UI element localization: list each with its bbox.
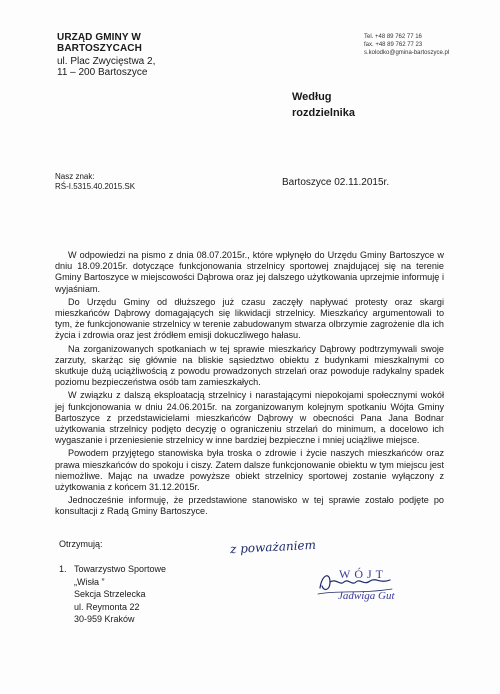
distribution-item-number: 1. [59, 564, 67, 574]
distribution-item [59, 563, 166, 576]
distribution-line2: „Wisła ” [74, 576, 105, 587]
body-paragraph-3: Na zorganizowanych spotkaniach w tej sprawie mieszkańcy Dąbrowy podtrzymywali swoje zarzuty, skarżąc się głównie na bliskie sąsiedztwo obiektu z budynkami mieszkalnymi co skutkuje dużą uciążliwością z powodu prowadzonych strzelań oraz powoduje radykalny spadek poziomu bezpieczeństwa osób tam zamieszkałych. [55, 343, 444, 388]
recipient-block [292, 89, 355, 121]
distribution-line5: 30-959 Kraków [74, 614, 135, 624]
reference-block [55, 172, 135, 192]
reference-label: Nasz znak: [55, 172, 95, 181]
letter-body [55, 250, 444, 520]
contact-email: s.kolodko@gmina-bartoszyce.pl [364, 50, 450, 56]
stamp-title: WÓJT [339, 567, 387, 581]
body-paragraph-2: Do Urzędu Gminy od dłuższego już czasu zaczęły napływać protesty oraz skargi mieszkańców Dąbrowy domagających się likwidacji strzelnicy. Mieszkańcy argumentowali to tym, że funkcjonowanie strzelnicy w terenie zabudowanym stwarza olbrzymie zagrożenie dla ich życia i zdrowia oraz jest źródłem emisji dokuczliwego hałasu. [55, 296, 444, 341]
reference-number: RŚ-I.5315.40.2015.SK [55, 182, 136, 191]
office-address-line2: 11 – 200 Bartoszyce [57, 67, 148, 78]
body-paragraph-6: Jednocześnie informuję, że przedstawione stanowisko w tej sprawie zostało podjęte po konsultacji z Radą Gminy Bartoszyce. [55, 495, 444, 517]
handwritten-greeting: z poważaniem [229, 537, 317, 557]
office-name-line2: BARTOSZYCACH [57, 43, 142, 54]
recipient-line1: Według [292, 91, 332, 103]
contact-phone: Tel. +48 89 762 77 16 [364, 34, 422, 40]
distribution-line4: ul. Reymonta 22 [74, 601, 140, 612]
office-address-line1: ul. Plac Zwycięstwa 2, [57, 56, 156, 67]
distribution-line3: Sekcja Strzelecka [74, 589, 146, 599]
contact-fax: fax. +48 89 762 77 23 [364, 42, 423, 48]
office-address [57, 56, 155, 78]
distribution-label: Otrzymują: [59, 539, 103, 549]
body-paragraph-4: W związku z dalszą eksploatacją strzelnicy i narastającymi niepokojami społecznymi wokół jej funkcjonowania w dniu 24.06.2015r. na zorganizowanym kolejnym spotkaniu Wójta Gminy Bartoszyce z przedstawicielami mieszkańców Dąbrowy w obecności Pana Jana Bodnar użytkowania strzelnicy podjęto decyzję o ograniczeniu strzelań do minimum, a docelowo ich wygaszanie i przeniesienie strzelnicy w inne bardziej bezpieczne i mniej uciążliwe miejsce. [55, 390, 444, 446]
stamp-name: Jadwiga Gut [338, 590, 395, 602]
body-paragraph-5: Powodem przyjętego stanowiska była troska o zdrowie i życie naszych mieszkańców oraz prawa mieszkańców do spokoju i ciszy. Zatem dalsze funkcjonowanie obiektu w tym miejscu jest niemożliwe. Mając na uwadze powyższe obiekt strzelnicy sportowej zostanie wyłączony z użytkowania z końcem 31.12.2015r. [55, 448, 444, 493]
office-name [57, 32, 142, 54]
distribution-line1: Towarzystwo Sportowe [74, 564, 167, 574]
body-paragraph-1: W odpowiedzi na pismo z dnia 08.07.2015r., które wpłynęło do Urzędu Gminy Bartoszyce w dniu 18.09.2015r. dotyczące funkcjonowania strzelnicy sportowej znajdującej się na terenie Gminy Bartoszyce w miejscowości Dąbrowa oraz jej dalszego użytkowania uprzejmie informuję i wyjaśniam. [55, 250, 444, 294]
recipient-line2: rozdzielnika [292, 107, 355, 119]
office-name-line1: URZĄD GMINY W [57, 32, 141, 43]
distribution-list [59, 563, 166, 626]
place-date: Bartoszyce 02.11.2015r. [282, 177, 390, 188]
contact-info [364, 33, 449, 57]
